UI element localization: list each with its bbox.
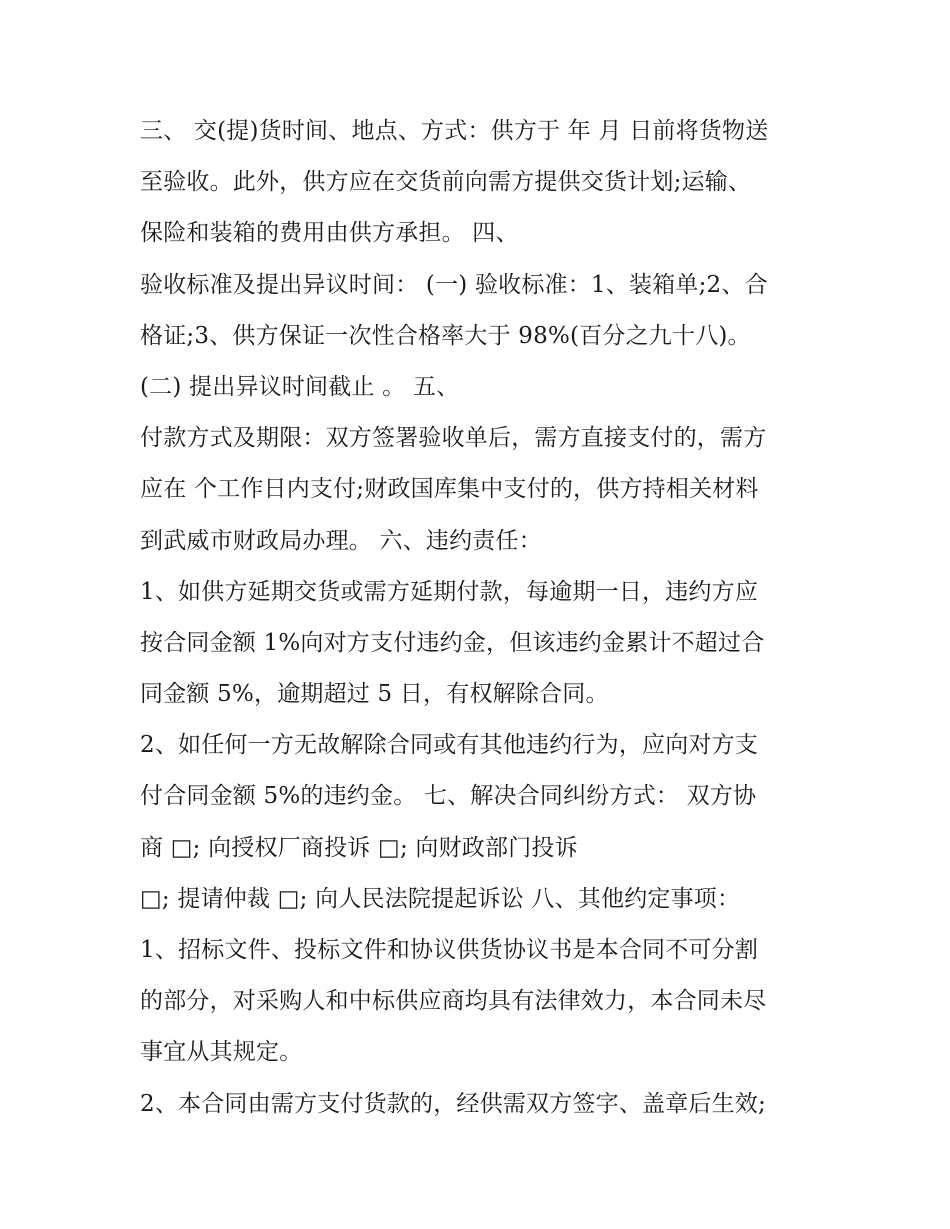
text-line: 商 □; 向授权厂商投诉 □; 向财政部门投诉 [140, 834, 578, 861]
text-line: 按合同金额 1%向对方支付违约金，但该违约金累计不超过合 [140, 629, 765, 656]
text-line: 验收标准及提出异议时间： (一) 验收标准：1、装箱单;2、合 [140, 271, 768, 298]
text-line: 2、本合同由需方支付货款的，经供需双方签字、盖章后生效; [140, 1090, 766, 1117]
text-line: 应在 个工作日内支付;财政国库集中支付的，供方持相关材料 [140, 476, 759, 503]
text-line: 的部分，对采购人和中标供应商均具有法律效力，本合同未尽 [140, 988, 767, 1015]
text-line: 付款方式及期限：双方签署验收单后，需方直接支付的，需方 [140, 425, 767, 452]
text-line: 1、招标文件、投标文件和协议供货协议书是本合同不可分割 [140, 937, 759, 963]
contract-text-body [140, 106, 840, 1130]
text-line: 至验收。此外，供方应在交货前向需方提供交货计划;运输、 [140, 169, 752, 196]
text-line: 事宜从其规定。 [140, 1039, 303, 1066]
text-line: 到武威市财政局办理。 六、违约责任： [140, 527, 542, 554]
text-line: 格证;3、供方保证一次性合格率大于 98%(百分之九十八)。 [140, 322, 751, 349]
text-line: 保险和装箱的费用由供方承担。 四、 [140, 220, 519, 247]
text-line: (二) 提出异议时间截止 。 五、 [140, 373, 460, 400]
text-line: 三、 交(提)货时间、地点、方式：供方于 年 月 日前将货物送 [140, 118, 769, 144]
text-line: 1、如供方延期交货或需方延期付款，每逾期一日，违约方应 [140, 578, 759, 605]
text-line: 同金额 5%，逾期超过 5 日，有权解除合同。 [140, 681, 609, 708]
text-line: 付合同金额 5%的违约金。 七、解决合同纠纷方式： 双方协 [140, 783, 757, 810]
text-line: 2、如任何一方无故解除合同或有其他违约行为，应向对方支 [140, 732, 759, 759]
text-line: □; 提请仲裁 □; 向人民法院提起诉讼 八、其他约定事项： [140, 885, 741, 912]
